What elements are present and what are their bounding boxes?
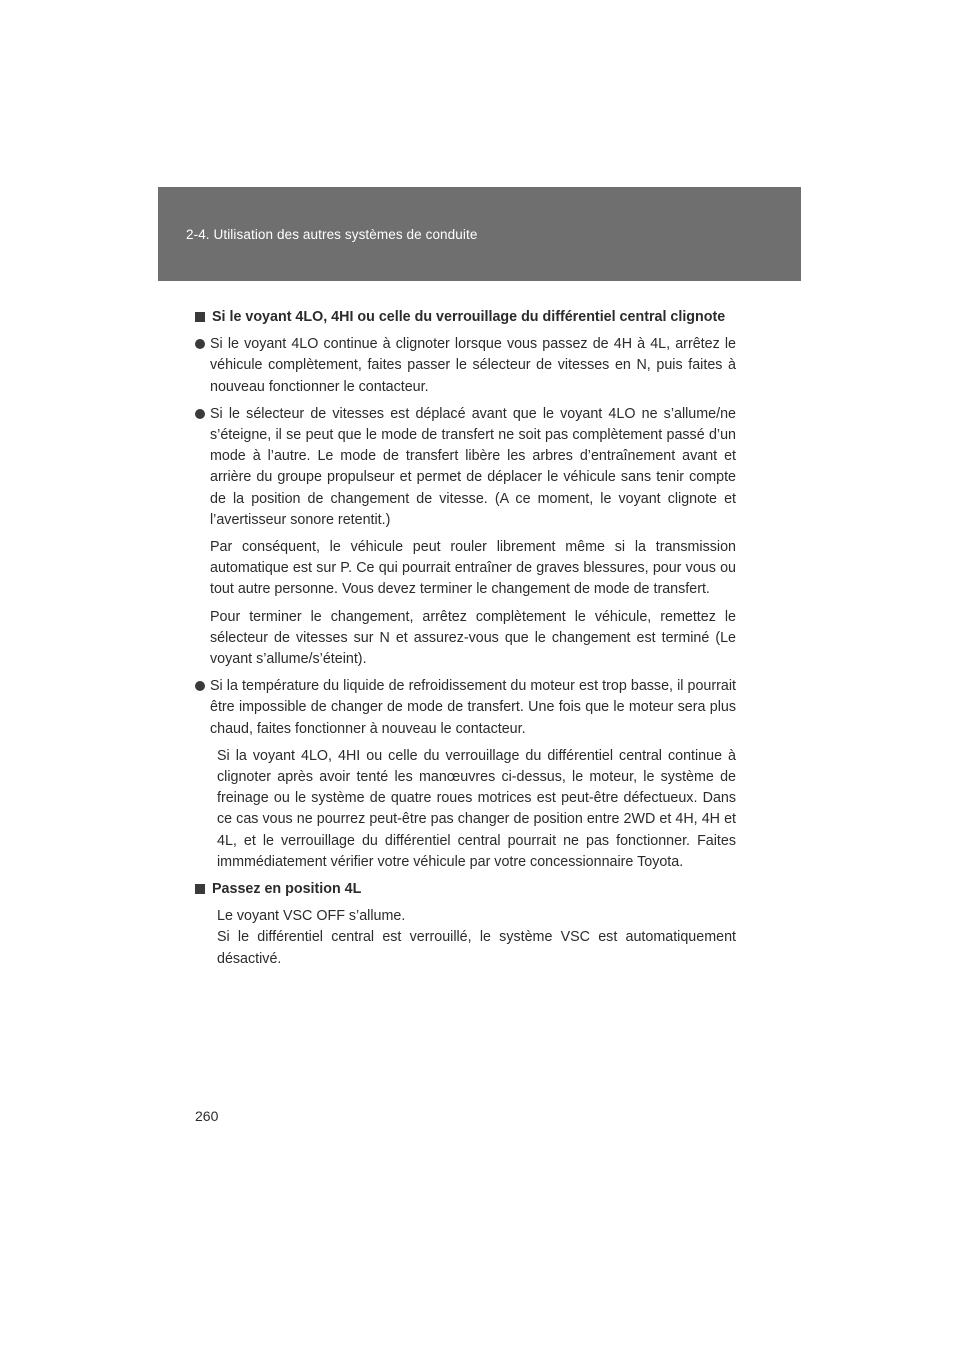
bullet-paragraph: Si la température du liquide de refroidissement du moteur est trop basse, il pourrait être impossible de changer de mode de transfert. Une fois que le moteur sera plus chaud, faites fonctionner à nouveau le contacteur. (210, 678, 736, 737)
round-bullet-icon (195, 339, 205, 349)
chapter-header-band (158, 187, 801, 281)
bullet-paragraph: Si le voyant 4LO continue à clignoter lorsque vous passez de 4H à 4L, arrêtez le véhicule complètement, faites passer le sélecteur de vitesses en N, puis faites à nouveau fonctionner le contacteur. (210, 336, 736, 395)
bullet-paragraph: Si le sélecteur de vitesses est déplacé avant que le voyant 4LO ne s’allume/ne s’éteigne, il se peut que le mode de transfert ne soit pas complètement passé d’un mode à l’autre. Le mode de transfert libère les arbres d’entraînement avant et arrière du groupe propulseur et permet de déplacer le véhicule sans tenir compte de la position de changement de vitesse. (A ce moment, le voyant clignote et l’avertisseur sonore retentit.) (210, 405, 736, 528)
square-bullet-icon (195, 312, 205, 322)
closing-paragraph: Si la voyant 4LO, 4HI ou celle du verrouillage du différentiel central continue à clignoter après avoir tenté les manœuvres ci-dessus, le moteur, le système de freinage ou le système de quatre roues motrices est peut-être défectueux. Dans ce cas vous ne pourrez peut-être pas changer de position entre 2WD et 4H, 4H et 4L, et le verrouillage du différentiel central pourrait ne pas fonctionner. Faites immmédiatement vérifier votre véhicule par votre concessionnaire Toyota. (217, 747, 736, 870)
bullet-paragraph: Par conséquent, le véhicule peut rouler librement même si la transmission automatique est sur P. Ce qui pourrait entraîner de graves blessures, pour vous ou tout autre personne. Vous devez terminer le changement de mode de transfert. (210, 539, 736, 598)
info-line: Si le différentiel central est verrouillé, le système VSC est automatiquement désactivé. (217, 929, 736, 967)
info-line: Le voyant VSC OFF s’allume. (217, 908, 406, 925)
bullet-item (195, 334, 736, 398)
page-content (195, 307, 736, 976)
round-bullet-icon (195, 409, 205, 419)
section-title: 2-4. Utilisation des autres systèmes de conduite (186, 227, 478, 242)
square-bullet-icon (195, 884, 205, 894)
bullet-item (195, 404, 736, 670)
section-heading-4l-position: Passez en position 4L (195, 879, 736, 900)
page-number: 260 (195, 1108, 219, 1124)
round-bullet-icon (195, 681, 205, 691)
section-heading-blinking-indicator: Si le voyant 4LO, 4HI ou celle du verrouillage du différentiel central clignote (195, 307, 736, 328)
bullet-item (195, 676, 736, 740)
bullet-paragraph: Pour terminer le changement, arrêtez complètement le véhicule, remettez le sélecteur de vitesses sur N et assurez-vous que le changement est terminé (Le voyant s’allume/s’éteint). (210, 608, 736, 668)
